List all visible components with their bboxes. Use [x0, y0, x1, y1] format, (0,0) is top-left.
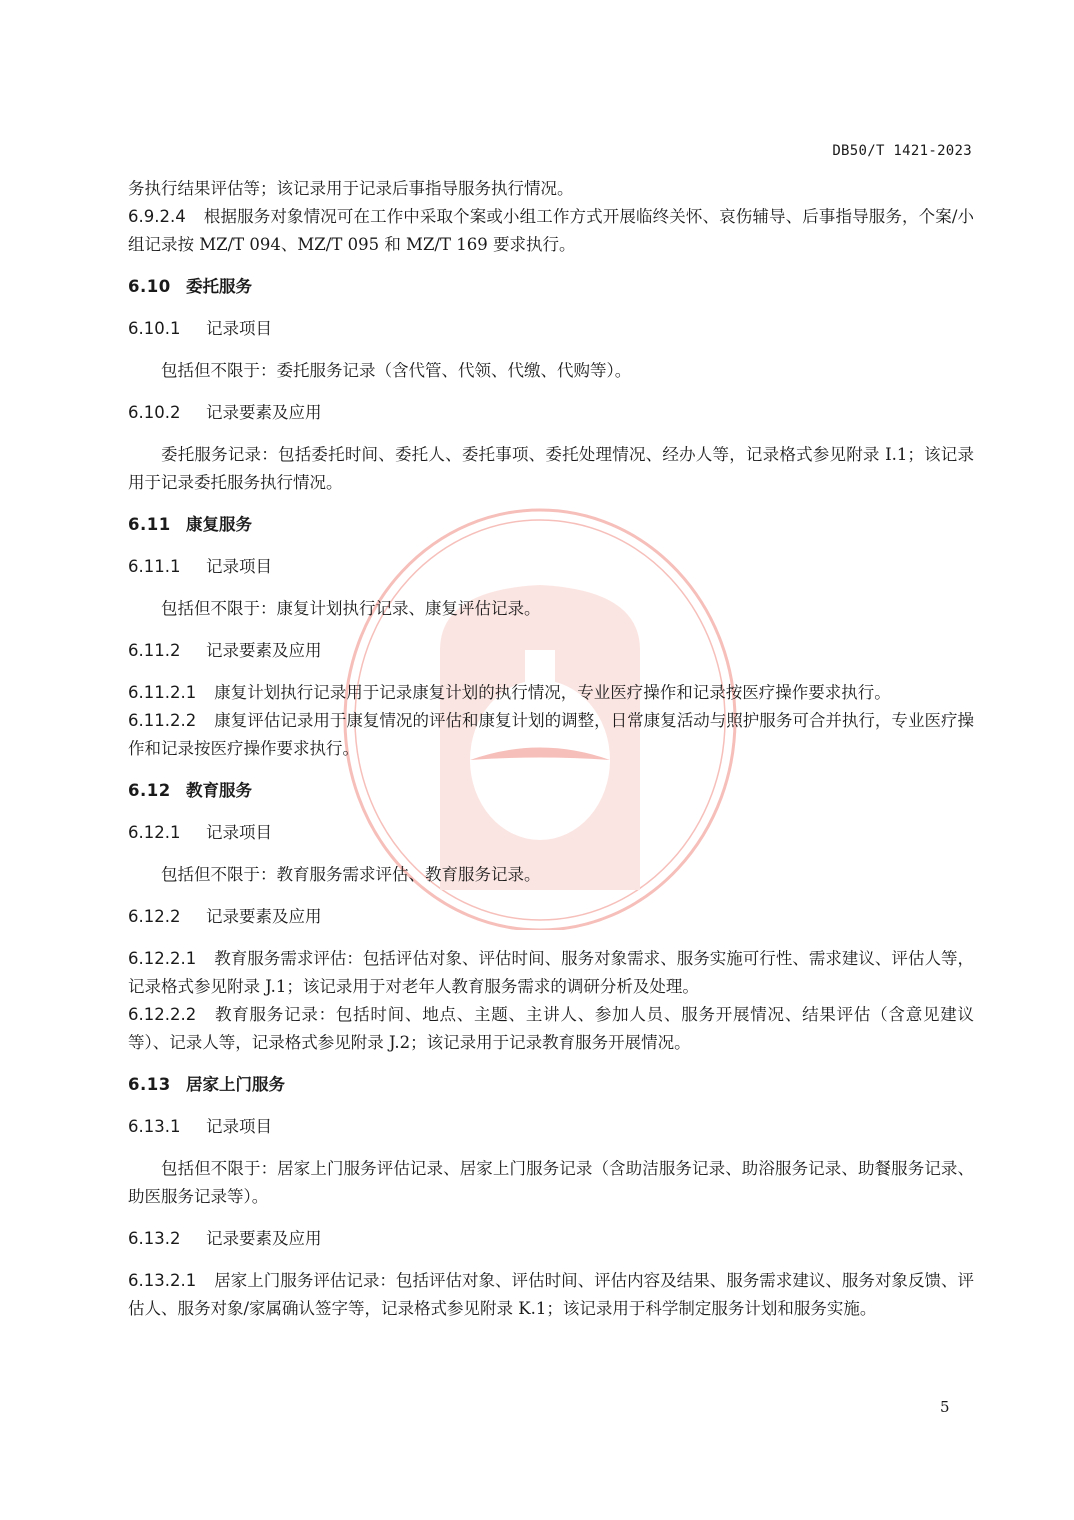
clause-number: 6.11.2.1 [128, 683, 197, 702]
numbered-paragraph: 6.12.2.1 教育服务需求评估：包括评估对象、评估时间、服务对象需求、服务实施可行性、需求建议、评估人等，记录格式参见附录 J.1；该记录用于对老年人教育服务需求的调研分析及处理。 [128, 949, 974, 996]
subsection-heading: 6.12.2 记录要素及应用 [128, 907, 322, 926]
paragraph: 委托服务记录：包括委托时间、委托人、委托事项、委托处理情况、经办人等，记录格式参见附录 I.1；该记录用于记录委托服务执行情况。 [128, 445, 974, 492]
numbered-paragraph: 6.11.2.2 康复评估记录用于康复情况的评估和康复计划的调整，日常康复活动与照护服务可合并执行，专业医疗操作和记录按医疗操作要求执行。 [128, 711, 974, 758]
subsection-heading: 6.13.2 记录要素及应用 [128, 1229, 322, 1248]
subsection-heading: 6.11.1 记录项目 [128, 557, 272, 576]
section-heading: 6.10 委托服务 [128, 277, 252, 296]
subsection-heading: 6.13.1 记录项目 [128, 1117, 272, 1136]
section-heading: 6.11 康复服务 [128, 515, 252, 534]
standard-number: DB50/T 1421-2023 [832, 143, 972, 159]
clause-number: 6.13.2.1 [128, 1271, 197, 1290]
subsection-heading: 6.10.1 记录项目 [128, 319, 272, 338]
clause-number: 6.12.2.2 [128, 1005, 197, 1024]
clause-number: 6.11.2.2 [128, 711, 197, 730]
paragraph: 包括但不限于：居家上门服务评估记录、居家上门服务记录（含助洁服务记录、助浴服务记录、助餐服务记录、助医服务记录等）。 [128, 1159, 974, 1206]
numbered-paragraph: 6.12.2.2 教育服务记录：包括时间、地点、主题、主讲人、参加人员、服务开展情况、结果评估（含意见建议等）、记录人等，记录格式参见附录 J.2；该记录用于记录教育服务开展情况。 [128, 1005, 974, 1052]
numbered-paragraph: 6.11.2.1 康复计划执行记录用于记录康复计划的执行情况，专业医疗操作和记录按医疗操作要求执行。 [128, 683, 891, 702]
section-heading: 6.13 居家上门服务 [128, 1075, 285, 1094]
subsection-heading: 6.11.2 记录要素及应用 [128, 641, 322, 660]
subsection-heading: 6.12.1 记录项目 [128, 823, 272, 842]
clause-number: 6.12.2.1 [128, 949, 197, 968]
paragraph: 务执行结果评估等；该记录用于记录后事指导服务执行情况。 [128, 179, 574, 198]
numbered-paragraph: 6.9.2.4 根据服务对象情况可在工作中采取个案或小组工作方式开展临终关怀、哀伤辅导、后事指导服务，个案/小组记录按 MZ/T 094、MZ/T 095 和 MZ/T 169 要求执行。 [128, 207, 974, 254]
paragraph: 包括但不限于：教育服务需求评估、教育服务记录。 [161, 865, 541, 884]
section-heading: 6.12 教育服务 [128, 781, 252, 800]
clause-number: 6.9.2.4 [128, 207, 186, 226]
numbered-paragraph: 6.13.2.1 居家上门服务评估记录：包括评估对象、评估时间、评估内容及结果、服务需求建议、服务对象反馈、评估人、服务对象/家属确认签字等，记录格式参见附录 K.1；该记录用于科学制定服务计划和服务实施。 [128, 1271, 974, 1318]
paragraph: 包括但不限于：委托服务记录（含代管、代领、代缴、代购等）。 [161, 361, 632, 380]
paragraph: 包括但不限于：康复计划执行记录、康复评估记录。 [161, 599, 541, 618]
page-number: 5 [940, 1398, 950, 1416]
subsection-heading: 6.10.2 记录要素及应用 [128, 403, 322, 422]
document-body [128, 175, 974, 1323]
